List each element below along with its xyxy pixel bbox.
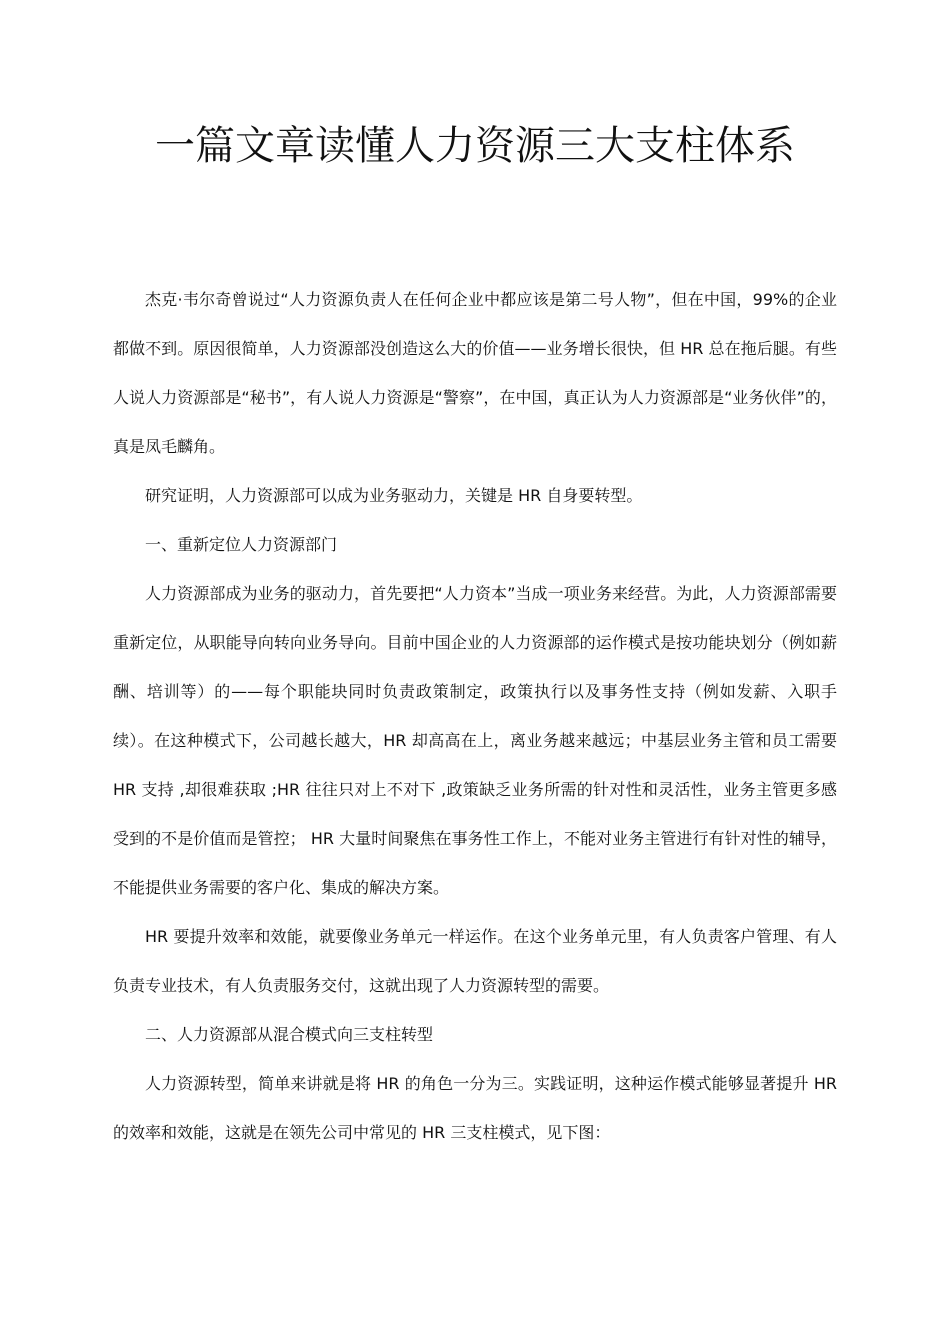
paragraph-business-unit: HR 要提升效率和效能，就要像业务单元一样运作。在这个业务单元里，有人负责客户管理、有人负责专业技术，有人负责服务交付，这就出现了人力资源转型的需要。 [113,927,837,995]
paragraph-repositioning: 人力资源部成为业务的驱动力，首先要把“人力资本”当成一项业务来经营。为此，人力资源部需要重新定位，从职能导向转向业务导向。目前中国企业的人力资源部的运作模式是按功能块划分（例如薪酬、培训等）的——每个职能块同时负责政策制定，政策执行以及事务性支持（例如发薪、入职手续）。在这种模式下，公司越长越大，HR 却高高在上，离业务越来越远；中基层业务主管和员工需要 HR 支持 ,却很难获取 ;HR 往往只对上不对下 ,政策缺乏业务所需的针对性和灵活性，业务主管更多感受到的不是价值而是管控； HR 大量时间聚焦在事务性工作上，不能对业务主管进行有针对性的辅导，不能提供业务需要的客户化、集成的解决方案。 [113,584,837,897]
paragraph-transformation: 人力资源转型，简单来讲就是将 HR 的角色一分为三。实践证明，这种运作模式能够显著提升 HR 的效率和效能，这就是在领先公司中常见的 HR 三支柱模式，见下图： [113,1074,837,1142]
section-heading-1: 一、重新定位人力资源部门 [145,535,338,554]
document-body [113,275,837,1157]
paragraph-intro: 杰克·韦尔奇曾说过“人力资源负责人在任何企业中都应该是第二号人物”，但在中国，99%的企业都做不到。原因很简单，人力资源部没创造这么大的价值——业务增长很快，但 HR 总在拖后腿。有些人说人力资源部是“秘书”，有人说人力资源是“警察”，在中国，真正认为人力资源部是“业务伙伴”的，真是凤毛麟角。 [113,290,837,456]
document-title: 一篇文章读懂人力资源三大支柱体系 [155,123,795,169]
paragraph-research: 研究证明，人力资源部可以成为业务驱动力，关键是 HR 自身要转型。 [145,486,643,505]
section-heading-2: 二、人力资源部从混合模式向三支柱转型 [145,1025,434,1044]
